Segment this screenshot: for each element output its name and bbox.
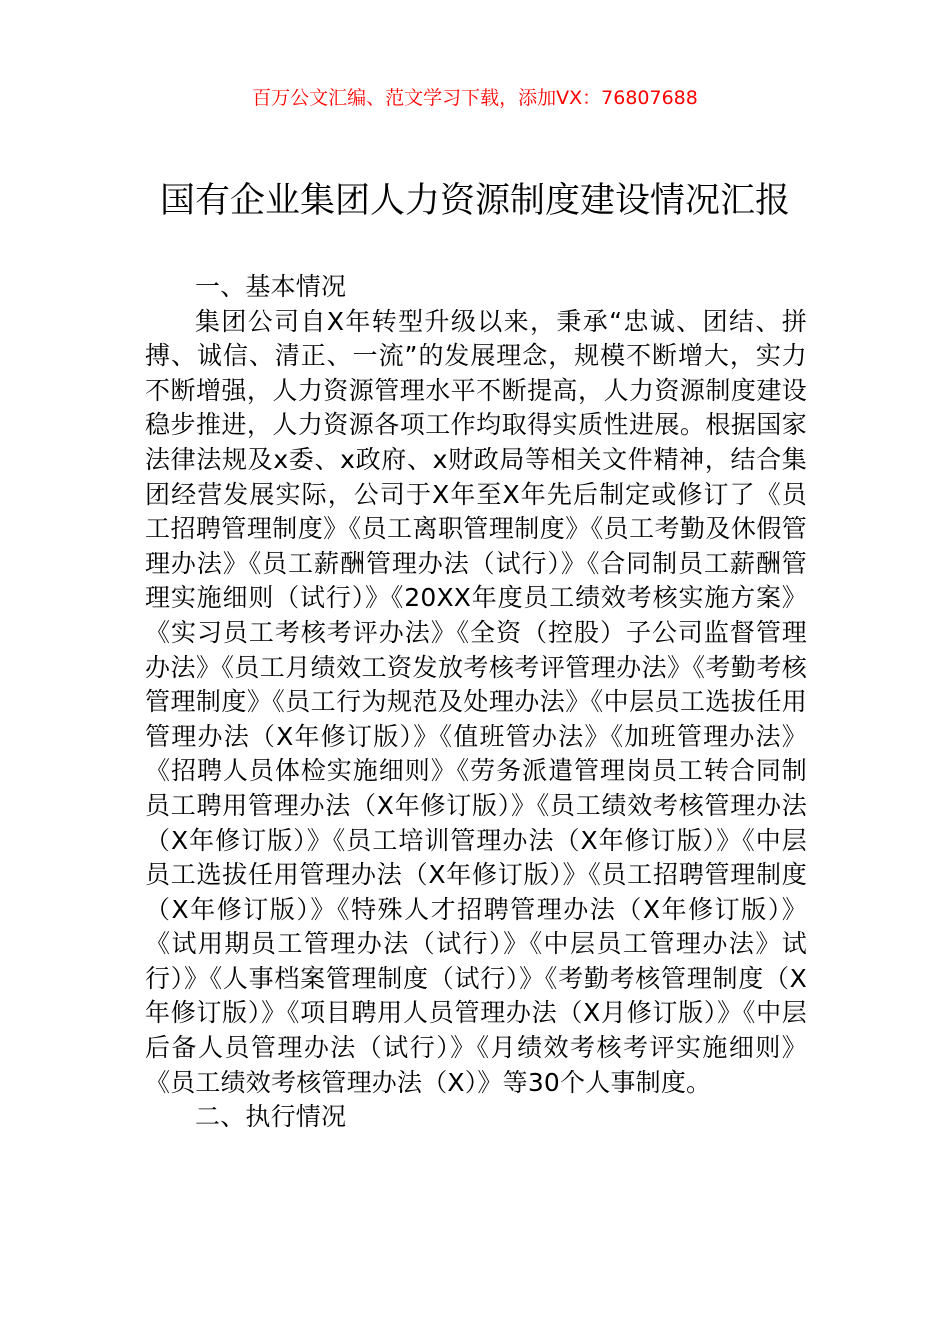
document-title: 国有企业集团人力资源制度建设情况汇报 bbox=[159, 181, 790, 221]
section-heading-basic: 一、基本情况 bbox=[195, 272, 347, 301]
section-paragraph-basic: 集团公司自X年转型升级以来，秉承“忠诚、团结、拼搏、诚信、清正、一流”的发展理念，规模不断增大，实力不断增强，人力资源管理水平不断提高，人力资源制度建设稳步推进，人力资源各项工作均取得实质性进展。根据国家法律法规及x委、x政府、x财政局等相关文件精神，结合集团经营发展实际，公司于X年至X年先后制定或修订了《员工招聘管理制度》《员工离职管理制度》《员工考勤及休假管理办法》《员工薪酬管理办法（试行）》《合同制员工薪酬管理实施细则（试行）》《20XX年度员工绩效考核实施方案》《实习员工考核考评办法》《全资（控股）子公司监督管理办法》《员工月绩效工资发放考核考评管理办法》《考勤考核管理制度》《员工行为规范及处理办法》《中层员工选拔任用管理办法（X年修订版）》《值班管办法》《加班管理办法》《招聘人员体检实施细则》《劳务派遣管理岗员工转合同制员工聘用管理办法（X年修订版）》《员工绩效考核管理办法（X年修订版）》《员工培训管理办法（X年修订版）》《中层员工选拔任用管理办法（X年修订版）》《员工招聘管理制度（X年修订版）》《特殊人才招聘管理办法（X年修订版）》《试用期员工管理办法（试行）》《中层员工管理办法》试行）》《人事档案管理制度（试行）》《考勤考核管理制度（X年修订版）》《项目聘用人员管理办法（X月修订版）》《中层后备人员管理办法（试行）》《月绩效考核考评实施细则》《员工绩效考核管理办法（X）》等30个人事制度。 bbox=[145, 306, 807, 1097]
section-heading-execution: 二、执行情况 bbox=[195, 1102, 347, 1132]
document-body bbox=[145, 270, 807, 1135]
promo-header: 百万公文汇编、范文学习下载，添加VX：76807688 bbox=[252, 87, 698, 109]
